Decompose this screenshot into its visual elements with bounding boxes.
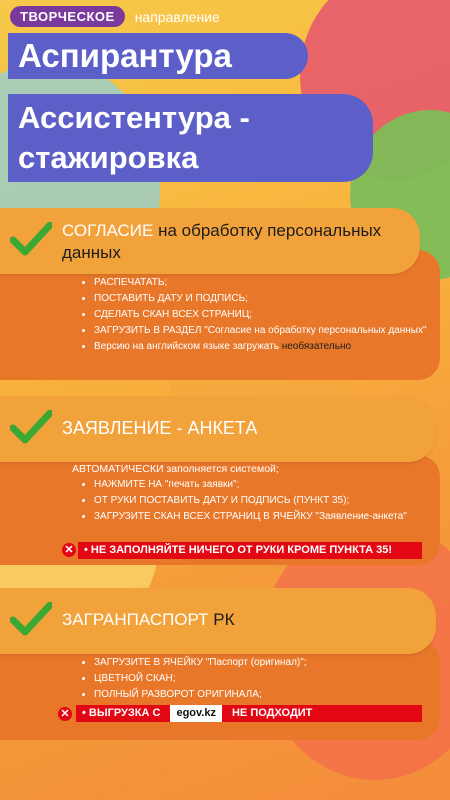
consent-title-caps: СОГЛАСИЕ <box>62 221 154 240</box>
list-item: • ЗАГРУЗИТЬ В РАЗДЕЛ "Согласие на обработку персональных данных" <box>94 324 440 338</box>
check-icon <box>10 602 52 636</box>
passport-warning <box>76 705 422 722</box>
direction-tag <box>10 6 220 27</box>
check-icon <box>10 222 52 256</box>
passport-header <box>0 588 436 654</box>
passport-warning-pre: • ВЫГРУЗКА С <box>82 707 161 719</box>
title-line-2a: Ассистентура - <box>18 100 250 135</box>
application-warning: • НЕ ЗАПОЛНЯЙТЕ НИЧЕГО ОТ РУКИ КРОМЕ ПУНКТА 35! <box>78 542 422 559</box>
passport-warning-post: НЕ ПОДХОДИТ <box>231 707 313 719</box>
consent-list <box>82 276 440 356</box>
list-item-text: Версию на английском языке загружать <box>94 341 279 352</box>
check-icon <box>10 410 52 444</box>
application-intro-rest: заполняется системой; <box>166 463 279 475</box>
page-title <box>8 33 308 79</box>
list-item-strong: необязательно <box>281 341 352 352</box>
passport-list <box>82 656 440 704</box>
application-intro <box>72 463 279 475</box>
list-item: • СДЕЛАТЬ СКАН ВСЕХ СТРАНИЦ; <box>94 308 440 322</box>
list-item: • ЦВЕТНОЙ СКАН; <box>94 672 440 686</box>
list-item <box>94 340 440 354</box>
consent-title-rest: на обработку персональных данных <box>62 221 382 262</box>
consent-header <box>0 208 420 274</box>
passport-title <box>62 610 234 630</box>
title-line-1: Аспирантура <box>18 37 232 74</box>
application-list <box>82 478 440 526</box>
egov-link: egov.kz <box>170 705 222 722</box>
list-item: • НАЖМИТЕ НА "печать заявки"; <box>94 478 440 492</box>
title-line-2b: стажировка <box>18 140 199 175</box>
passport-title-main: ЗАГРАНПАСПОРТ <box>62 610 209 629</box>
list-item: • РАСПЕЧАТАТЬ; <box>94 276 440 290</box>
application-header <box>0 396 436 462</box>
cross-icon: ✕ <box>62 543 76 557</box>
list-item: • ПОЛНЫЙ РАЗВОРОТ ОРИГИНАЛА; <box>94 688 440 702</box>
tag-label: ТВОРЧЕСКОЕ <box>10 6 125 27</box>
passport-title-rk: РК <box>213 610 235 629</box>
list-item: • ПОСТАВИТЬ ДАТУ И ПОДПИСЬ; <box>94 292 440 306</box>
list-item: • ЗАГРУЗИТЕ СКАН ВСЕХ СТРАНИЦ В ЯЧЕЙКУ "Заявление-анкета" <box>94 510 440 524</box>
page-subtitle <box>8 94 373 182</box>
list-item: • ЗАГРУЗИТЕ В ЯЧЕЙКУ "Паспорт (оригинал)"; <box>94 656 440 670</box>
list-item: • ОТ РУКИ ПОСТАВИТЬ ДАТУ И ПОДПИСЬ (ПУНКТ 35); <box>94 494 440 508</box>
cross-icon: ✕ <box>58 707 72 721</box>
application-title: ЗАЯВЛЕНИЕ - АНКЕТА <box>62 418 258 438</box>
application-intro-caps: АВТОМАТИЧЕСКИ <box>72 463 164 475</box>
consent-title <box>62 220 402 264</box>
tag-text: направление <box>134 8 220 25</box>
